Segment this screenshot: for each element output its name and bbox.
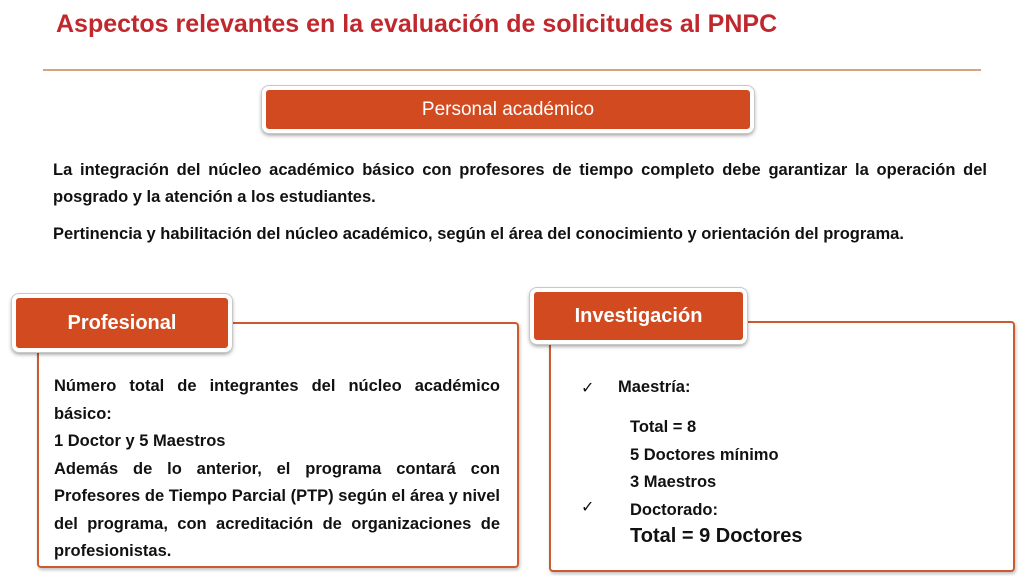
maestria-maestros: 3 Maestros bbox=[630, 473, 717, 491]
checkmark-icon: ✓ bbox=[581, 499, 595, 516]
investigacion-label: Investigación bbox=[530, 288, 747, 344]
profesional-extra: Además de lo anterior, el programa contará con Profesores de Tiempo Parcial (PTP) según el área y nivel del programa, con acreditación de organizaciones de profesionistas. bbox=[54, 459, 500, 560]
intro-paragraph-2: Pertinencia y habilitación del núcleo académico, según el área del conocimiento y orientación del programa. bbox=[53, 225, 904, 243]
maestria-total: Total = 8 bbox=[630, 418, 697, 436]
section-header-personal-academico: Personal académico bbox=[262, 86, 754, 133]
title-divider bbox=[43, 69, 981, 71]
profesional-content bbox=[54, 373, 500, 566]
profesional-count: 1 Doctor y 5 Maestros bbox=[54, 432, 226, 450]
profesional-intro: Número total de integrantes del núcleo académico básico: bbox=[54, 377, 500, 423]
checkmark-icon: ✓ bbox=[581, 380, 595, 397]
profesional-label: Profesional bbox=[12, 294, 232, 352]
maestria-details bbox=[630, 414, 779, 524]
page-title: Aspectos relevantes en la evaluación de solicitudes al PNPC bbox=[56, 10, 778, 38]
maestria-label: Maestría: bbox=[618, 378, 691, 396]
doctorado-label: Doctorado: bbox=[630, 500, 718, 519]
maestria-doctores: 5 Doctores mínimo bbox=[630, 445, 779, 464]
doctorado-total: Total = 9 Doctores bbox=[630, 525, 803, 547]
intro-paragraph-1: La integración del núcleo académico básico con profesores de tiempo completo debe garantizar la operación del posgrado y la atención a los estudiantes. bbox=[53, 161, 987, 206]
